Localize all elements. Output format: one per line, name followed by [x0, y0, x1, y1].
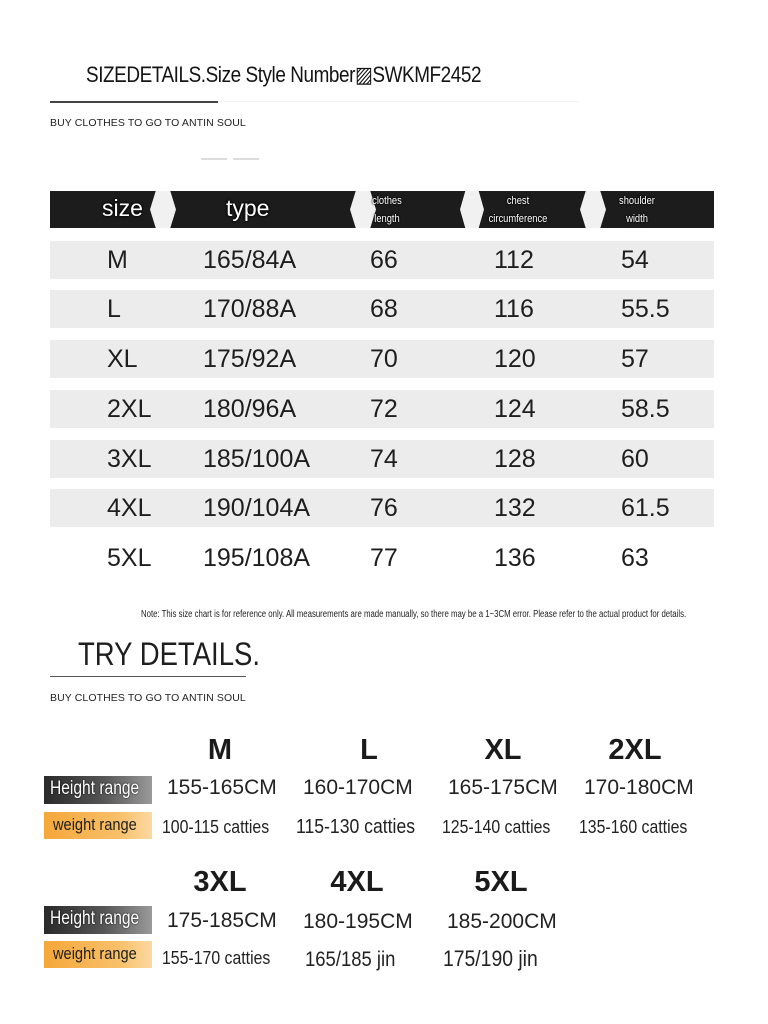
height-range-tag: [44, 906, 152, 934]
decorative-dash: [201, 158, 259, 160]
weight-value: 100-115 catties: [162, 817, 270, 837]
brand-subtitle-2: BUY CLOTHES TO GO TO ANTIN SOUL: [50, 692, 246, 704]
height-range-label: Height range: [50, 778, 140, 799]
cell-shoulder: 63: [621, 544, 649, 572]
cell-shoulder: 57: [621, 345, 649, 373]
weight-range-label: weight range: [53, 815, 137, 834]
try-size-label: 5XL: [474, 866, 528, 898]
header-chip: [460, 191, 484, 228]
cell-clothes-length: 74: [370, 445, 398, 473]
cell-type: 175/92A: [203, 345, 297, 373]
title-underline: [50, 101, 218, 103]
try-size-label: M: [207, 734, 233, 766]
cell-chest: 132: [494, 494, 536, 522]
cell-shoulder: 54: [621, 246, 649, 274]
cell-chest: 116: [494, 295, 534, 323]
brand-subtitle: BUY CLOTHES TO GO TO ANTIN SOUL: [50, 117, 246, 129]
height-value: 185-200CM: [447, 910, 557, 933]
header-chip: [150, 191, 176, 228]
cell-size: 4XL: [107, 494, 152, 522]
weight-value: 155-170 catties: [162, 948, 271, 968]
table-row: [50, 241, 714, 279]
title-underline-faint: [218, 101, 578, 102]
header-chest-circumference: chest circumference: [488, 195, 548, 225]
cell-shoulder: 58.5: [621, 395, 670, 423]
header-shoulder-width: shoulder width: [619, 195, 655, 225]
cell-chest: 124: [494, 395, 536, 423]
height-value: 160-170CM: [303, 776, 413, 799]
cell-chest: 112: [494, 246, 534, 274]
cell-type: 180/96A: [203, 395, 297, 423]
weight-range-tag: [44, 941, 152, 968]
cell-type: 165/84A: [203, 246, 297, 274]
weight-range-label: weight range: [53, 944, 137, 963]
cell-chest: 136: [494, 544, 536, 572]
height-value: 175-185CM: [167, 909, 277, 932]
table-row: [50, 440, 714, 478]
weight-value: 125-140 catties: [442, 817, 551, 837]
try-details-underline: [50, 676, 246, 677]
weight-value: 135-160 catties: [579, 817, 688, 837]
cell-type: 190/104A: [203, 494, 311, 522]
table-row: [50, 290, 714, 328]
try-size-label: 4XL: [330, 866, 384, 898]
cell-size: 3XL: [107, 445, 152, 473]
weight-value: 115-130 catties: [296, 816, 416, 838]
table-row: [50, 390, 714, 428]
cell-size: 2XL: [107, 395, 152, 423]
cell-size: 5XL: [107, 544, 152, 572]
try-size-label: L: [360, 734, 378, 766]
weight-range-tag: [44, 812, 152, 839]
cell-chest: 128: [494, 445, 536, 473]
cell-shoulder: 61.5: [621, 494, 670, 522]
try-size-label: XL: [484, 734, 522, 766]
cell-clothes-length: 66: [370, 246, 398, 274]
cell-type: 170/88A: [203, 295, 297, 323]
height-value: 170-180CM: [584, 776, 694, 799]
height-range-label: Height range: [50, 908, 140, 929]
header-clothes-length: clothes length: [372, 195, 402, 225]
cell-clothes-length: 70: [370, 345, 398, 373]
header-size: size: [102, 195, 143, 221]
try-details-title: TRY DETAILS.: [78, 636, 260, 672]
size-chart-note: Note: This size chart is for reference only. All measurements are made manually, so there may be a 1~3CM error. Please refer to the actual product for details.: [141, 609, 687, 620]
size-table-header: [50, 191, 714, 228]
cell-chest: 120: [494, 345, 536, 373]
cell-size: M: [107, 246, 128, 274]
height-range-tag: [44, 776, 152, 804]
size-details-title: SIZEDETAILS.Size Style Number▨SWKMF2452: [86, 62, 482, 87]
cell-clothes-length: 68: [370, 295, 398, 323]
table-row: [50, 340, 714, 378]
table-row: [50, 489, 714, 527]
cell-clothes-length: 76: [370, 494, 398, 522]
cell-shoulder: 60: [621, 445, 649, 473]
table-row: [50, 539, 714, 577]
cell-type: 185/100A: [203, 445, 311, 473]
cell-size: L: [107, 295, 121, 323]
try-size-label: 3XL: [193, 866, 247, 898]
weight-value: 175/190 jin: [443, 946, 538, 971]
cell-size: XL: [107, 345, 138, 373]
cell-clothes-length: 72: [370, 395, 398, 423]
cell-type: 195/108A: [203, 544, 311, 572]
height-value: 155-165CM: [167, 776, 277, 799]
try-size-label: 2XL: [608, 734, 662, 766]
header-chip: [580, 191, 606, 228]
header-type: type: [226, 195, 270, 221]
weight-value: 165/185 jin: [305, 948, 396, 971]
cell-shoulder: 55.5: [621, 295, 670, 323]
height-value: 180-195CM: [303, 910, 413, 933]
height-value: 165-175CM: [448, 776, 558, 799]
cell-clothes-length: 77: [370, 544, 398, 572]
